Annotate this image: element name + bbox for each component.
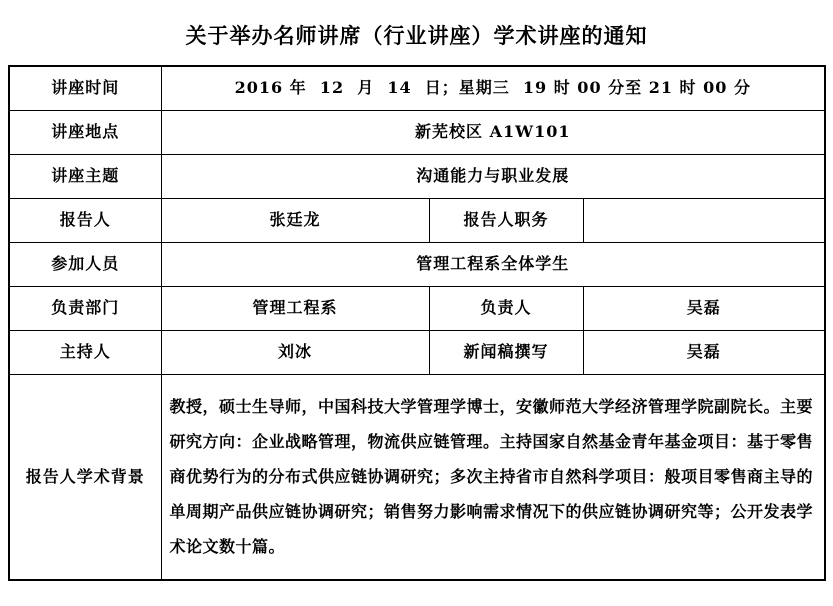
location-label: 讲座地点: [9, 110, 161, 154]
time-value-text: 2016 年 12 月 14 日；星期三 19 时 00 分至 21 时 00 分: [234, 78, 751, 98]
speaker-title-label: 报告人职务: [429, 198, 583, 242]
writer-label: 新闻稿撰写: [429, 330, 583, 374]
host-value: 刘冰: [161, 330, 429, 374]
host-label: 主持人: [9, 330, 161, 374]
page-title: 关于举办名师讲席（行业讲座）学术讲座的通知: [185, 23, 648, 48]
audience-value: 管理工程系全体学生: [161, 242, 825, 286]
row-location: [9, 110, 825, 154]
row-topic: [9, 154, 825, 198]
topic-label: 讲座主题: [9, 154, 161, 198]
location-value: 新芜校区 A1W101: [161, 110, 825, 154]
row-department: [9, 286, 825, 330]
speaker-value: 张廷龙: [161, 198, 429, 242]
background-label: 报告人学术背景: [9, 374, 161, 580]
department-label: 负责部门: [9, 286, 161, 330]
time-label: 讲座时间: [9, 66, 161, 110]
background-text: 教授，硕士生导师，中国科技大学管理学博士，安徽师范大学经济管理学院副院长。主要研究方向：企业战略管理，物流供应链管理。主持国家自然基金青年基金项目：基于零售商优势行为的分布式供应链协调研究；多次主持省市自然科学项目：般项目零售商主导的单周期产品供应链协调研究；销售努力影响需求情况下的供应链协调研究等；公开发表学术论文数十篇。: [161, 374, 825, 580]
row-background: [9, 374, 825, 580]
contact-value: 吴磊: [583, 286, 825, 330]
audience-label: 参加人员: [9, 242, 161, 286]
speaker-label: 报告人: [9, 198, 161, 242]
row-time: [9, 66, 825, 110]
row-speaker: [9, 198, 825, 242]
time-value: [161, 66, 825, 110]
contact-label: 负责人: [429, 286, 583, 330]
row-host: [9, 330, 825, 374]
speaker-title-value: [583, 198, 825, 242]
department-value: 管理工程系: [161, 286, 429, 330]
notice-table: [8, 65, 826, 581]
writer-value: 吴磊: [583, 330, 825, 374]
row-audience: [9, 242, 825, 286]
topic-value: 沟通能力与职业发展: [161, 154, 825, 198]
